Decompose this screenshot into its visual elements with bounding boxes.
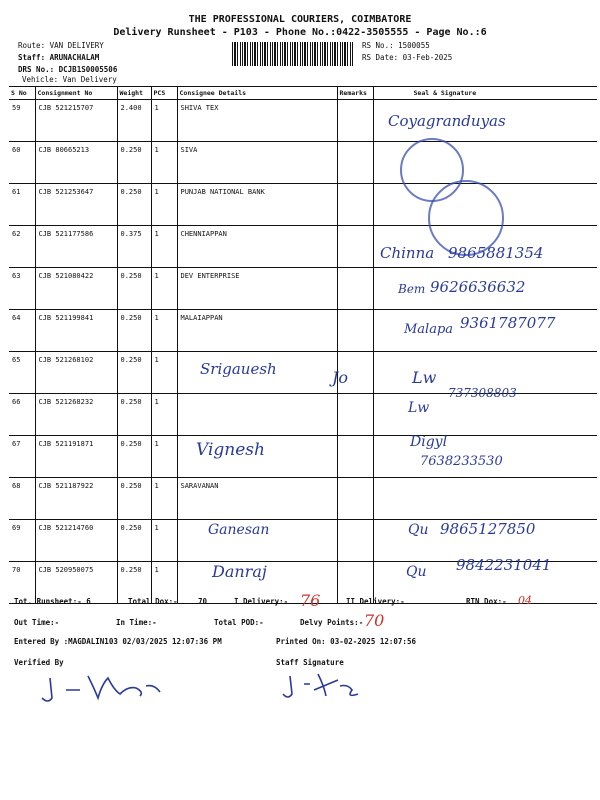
cell-consignment: CJB 521191871 [35, 436, 117, 478]
table-header-row [9, 87, 597, 100]
cell-weight: 0.250 [117, 562, 151, 604]
col-header: Weight [117, 87, 151, 100]
cell-pcs: 1 [151, 184, 177, 226]
cell-consignment: CJB 521187922 [35, 478, 117, 520]
cell-pcs: 1 [151, 310, 177, 352]
staff-signature-label: Staff Signature [276, 658, 344, 667]
handwritten-name: Srigauesh [200, 360, 277, 378]
i-delivery-label: I Delivery:- [234, 597, 289, 606]
cell-consignment: CJB 521215707 [35, 100, 117, 142]
i-delivery-value: 76 [300, 591, 321, 610]
cell-remarks [337, 394, 373, 436]
handwritten-phone: 9865127850 [440, 520, 536, 538]
cell-remarks [337, 226, 373, 268]
cell-sno: 70 [9, 562, 35, 604]
runsheet-subtitle: Delivery Runsheet - P103 - Phone No.:0422-3505555 - Page No.:6 [113, 27, 487, 38]
total-dox-value: 70 [198, 597, 208, 606]
entered-by: Entered By :MAGDALIN103 02/03/2025 12:07:36 PM [14, 637, 222, 646]
cell-weight: 0.250 [117, 520, 151, 562]
out-time-label: Out Time:- [14, 618, 60, 627]
cell-sno: 66 [9, 394, 35, 436]
cell-weight: 0.250 [117, 142, 151, 184]
cell-consignee: MALAIAPPAN [177, 310, 337, 352]
cell-signature [373, 478, 597, 520]
route-label: Route: VAN DELIVERY [18, 41, 104, 50]
cell-consignee: PUNJAB NATIONAL BANK [177, 184, 337, 226]
handwritten-signature: Digyl [410, 434, 448, 450]
handwritten-phone: 9842231041 [456, 556, 552, 574]
cell-pcs: 1 [151, 520, 177, 562]
cell-pcs: 1 [151, 352, 177, 394]
cell-consignee: SARAVANAN [177, 478, 337, 520]
handwritten-phone: 9865881354 [448, 244, 544, 262]
cell-consignment: CJB 521268102 [35, 352, 117, 394]
handwritten-name: Danraj [212, 562, 267, 581]
handwritten-phone: 737308803 [448, 386, 517, 400]
cell-weight: 0.250 [117, 394, 151, 436]
cell-consignee: DEV ENTERPRISE [177, 268, 337, 310]
company-title: THE PROFESSIONAL COURIERS, COIMBATORE [188, 14, 412, 25]
cell-consignment: CJB 80665213 [35, 142, 117, 184]
cell-sno: 62 [9, 226, 35, 268]
staff-label: Staff: ARUNACHALAM [18, 53, 100, 62]
col-header: S No [9, 87, 35, 100]
cell-weight: 0.375 [117, 226, 151, 268]
cell-remarks [337, 142, 373, 184]
handwritten-name: Vignesh [196, 440, 265, 460]
handwritten-signature: Qu [406, 564, 427, 580]
verified-by-label: Verified By [14, 658, 64, 667]
handwritten-signature: Jo [332, 368, 349, 387]
table-row [9, 142, 597, 184]
in-time-label: In Time:- [116, 618, 157, 627]
cell-weight: 0.250 [117, 436, 151, 478]
col-header: Seal & Signature [373, 87, 597, 100]
cell-consignee: SHIVA TEX [177, 100, 337, 142]
handwritten-signature: Coyagranduyas [388, 112, 506, 130]
cell-weight: 0.250 [117, 310, 151, 352]
cell-weight: 0.250 [117, 478, 151, 520]
cell-consignee: SIVA [177, 142, 337, 184]
table-row [9, 184, 597, 226]
cell-sno: 59 [9, 100, 35, 142]
cell-consignment: CJB 521253647 [35, 184, 117, 226]
delvy-points-label: Delvy Points:- [300, 618, 364, 627]
col-header: Remarks [337, 87, 373, 100]
cell-remarks [337, 184, 373, 226]
drs-number: DRS No.: DCJB1S0005506 [18, 65, 118, 74]
cell-consignee [177, 394, 337, 436]
cell-consignment: CJB 521199841 [35, 310, 117, 352]
cell-remarks [337, 478, 373, 520]
cell-pcs: 1 [151, 268, 177, 310]
cell-weight: 2.400 [117, 100, 151, 142]
col-header: Consignment No [35, 87, 117, 100]
table-row [9, 436, 597, 478]
table-row [9, 478, 597, 520]
handwritten-signature: Lw [408, 400, 430, 416]
rtn-dox-label: RTN Dox:- [466, 597, 507, 606]
handwritten-signature: Qu [408, 522, 429, 538]
cell-remarks [337, 268, 373, 310]
cell-consignment: CJB 520950075 [35, 562, 117, 604]
handwritten-phone: 9361787077 [460, 314, 556, 332]
cell-remarks [337, 100, 373, 142]
cell-remarks [337, 436, 373, 478]
vehicle-label: Vehicle: Van Delivery [22, 75, 117, 84]
handwritten-phone: 9626636632 [430, 278, 526, 296]
cell-weight: 0.250 [117, 184, 151, 226]
delvy-points-value: 70 [364, 611, 385, 630]
cell-sno: 67 [9, 436, 35, 478]
cell-pcs: 1 [151, 226, 177, 268]
ii-delivery-label: II Delivery:- [346, 597, 405, 606]
rs-number: RS No.: 1500055 [362, 41, 430, 50]
cell-pcs: 1 [151, 562, 177, 604]
cell-sno: 69 [9, 520, 35, 562]
handwritten-signature: Malapa [404, 322, 454, 337]
cell-sno: 68 [9, 478, 35, 520]
cell-sno: 64 [9, 310, 35, 352]
tot-runsheet: Tot. Runsheet:- 6 [14, 597, 91, 606]
staff-signature-mark [280, 668, 370, 702]
handwritten-phone: 7638233530 [420, 454, 503, 469]
cell-sno: 60 [9, 142, 35, 184]
verified-signature [36, 668, 176, 708]
cell-consignee: CHENNIAPPAN [177, 226, 337, 268]
cell-sno: 65 [9, 352, 35, 394]
table-row [9, 100, 597, 142]
handwritten-name: Chinna [380, 244, 435, 262]
col-header: PCS [151, 87, 177, 100]
cell-consignment: CJB 521177586 [35, 226, 117, 268]
handwritten-signature: Bem [398, 282, 426, 296]
cell-remarks [337, 520, 373, 562]
cell-consignment: CJB 521214760 [35, 520, 117, 562]
barcode [232, 42, 354, 66]
cell-sno: 61 [9, 184, 35, 226]
col-header: Consignee Details [177, 87, 337, 100]
rtn-dox-value: 04 [518, 594, 532, 607]
cell-consignment: CJB 521268232 [35, 394, 117, 436]
cell-pcs: 1 [151, 394, 177, 436]
cell-pcs: 1 [151, 478, 177, 520]
cell-pcs: 1 [151, 142, 177, 184]
printed-on: Printed On: 03-02-2025 12:07:56 [276, 637, 416, 646]
cell-weight: 0.250 [117, 268, 151, 310]
handwritten-name: Ganesan [208, 522, 270, 538]
cell-sno: 63 [9, 268, 35, 310]
cell-remarks [337, 310, 373, 352]
cell-pcs: 1 [151, 436, 177, 478]
handwritten-signature: Lw [412, 368, 437, 387]
rs-date: RS Date: 03-Feb-2025 [362, 53, 453, 62]
cell-weight: 0.250 [117, 352, 151, 394]
total-dox-label: Total Dox:- [128, 597, 178, 606]
cell-pcs: 1 [151, 100, 177, 142]
cell-consignment: CJB 521080422 [35, 268, 117, 310]
total-pod-label: Total POD:- [214, 618, 264, 627]
